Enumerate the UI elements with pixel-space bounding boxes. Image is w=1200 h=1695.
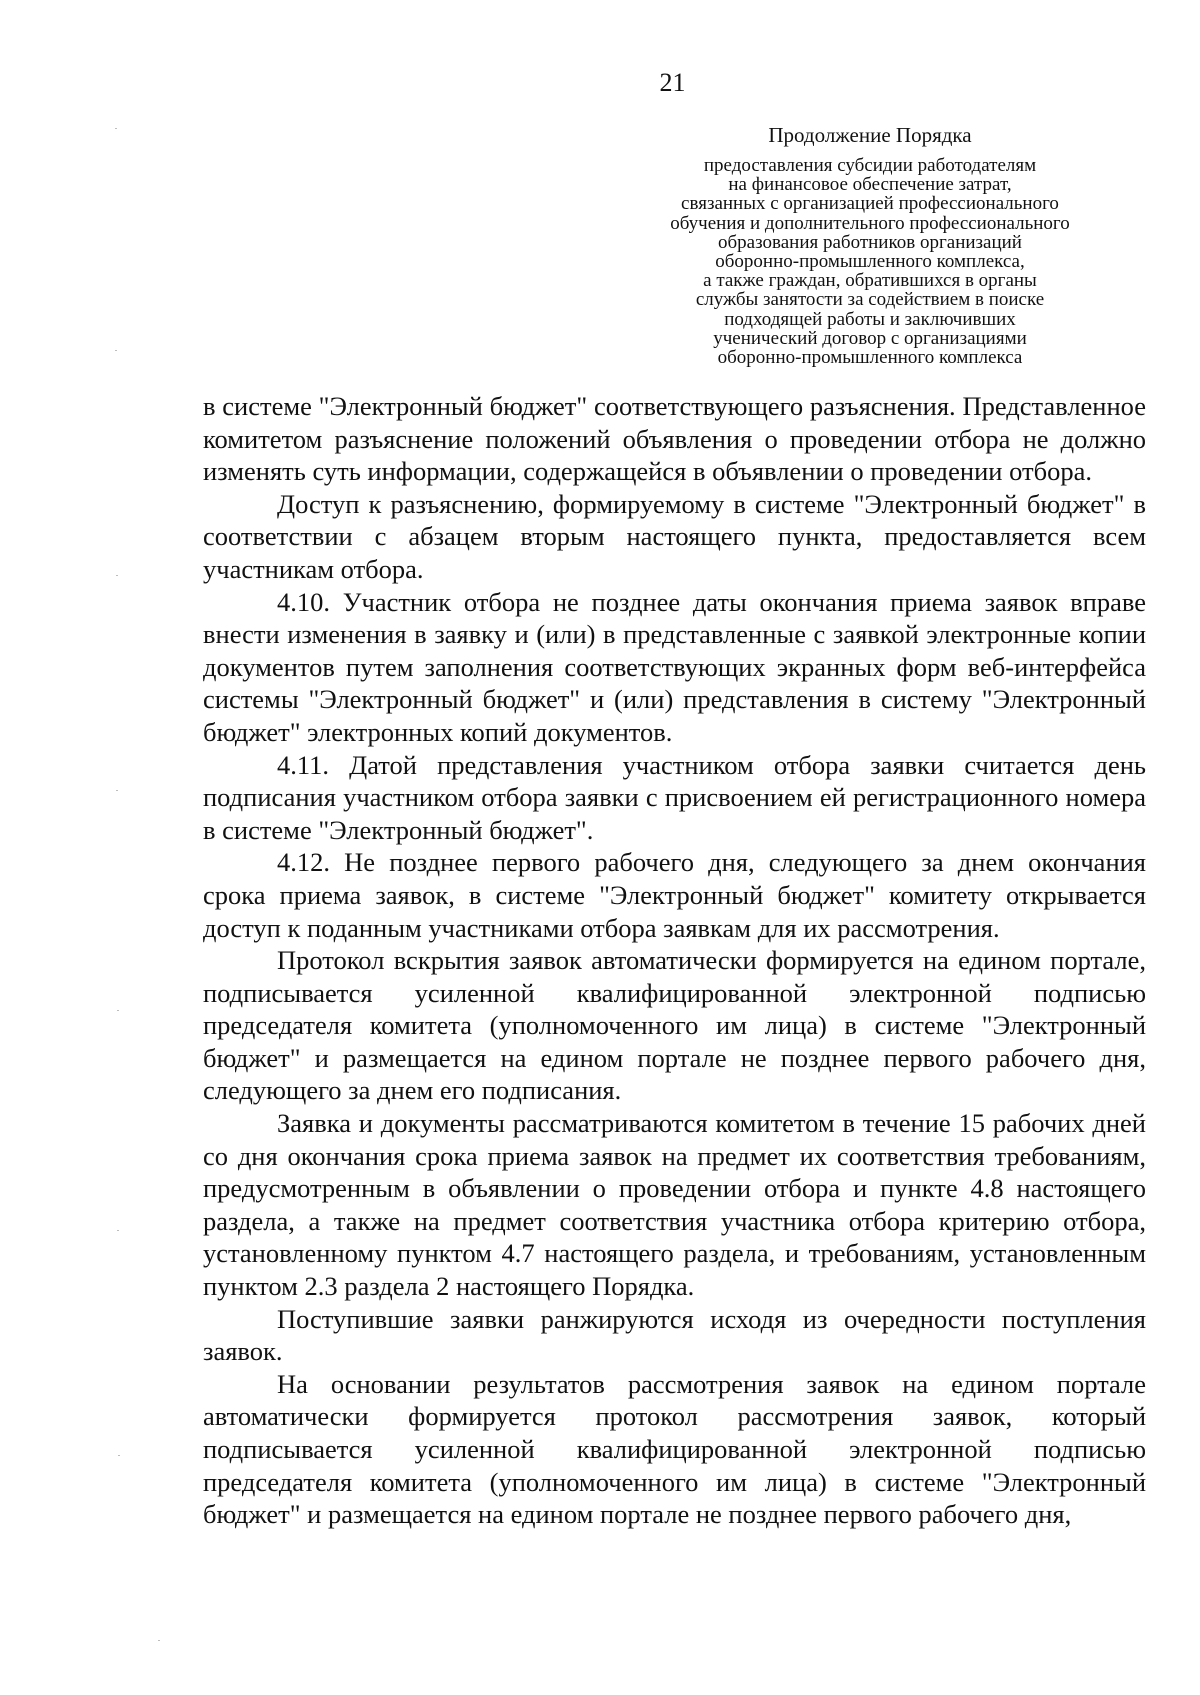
header-line: предоставления субсидии работодателям (703, 155, 1037, 176)
scan-speck (115, 350, 117, 351)
header-line: оборонно-промышленного комплекса, (715, 251, 1025, 273)
header-line: подходящей работы и заключивших (724, 308, 1016, 330)
body-paragraph: Доступ к разъяснению, формируемому в системе "Электронный бюджет" в соответствии с абзацем вторым настоящего пункта, предоставляется всем участникам отбора. (203, 488, 1146, 584)
scan-speck (158, 1640, 160, 1641)
header-line: на финансовое обеспечение затрат, (728, 174, 1012, 196)
header-line: службы занятости за содействием в поиске (695, 289, 1045, 311)
header-line: образования работников организаций (718, 231, 1022, 253)
body-paragraph: 4.10. Участник отбора не позднее даты окончания приема заявок вправе внести изменения в заявку и (или) в представленные с заявкой электронные копии документов путем заполнения соответствующих экранных форм веб-интерфейса системы "Электронный бюджет" и (или) представления в систему "Электронный бюджет" электронных копий документов. (203, 586, 1146, 747)
scan-speck (117, 1010, 119, 1011)
page-number: 21 (659, 68, 686, 97)
body-paragraph: На основании результатов рассмотрения заявок на едином портале автоматически формируется протокол рассмотрения заявок, который подписывается усиленной квалифицированной электронной подписью председателя комитета (уполномоченного им лица) в системе "Электронный бюджет" и размещается на едином портале не позднее первого рабочего дня, (203, 1368, 1146, 1530)
document-header (610, 122, 1130, 367)
scan-speck (118, 1455, 120, 1456)
body-paragraph: Протокол вскрытия заявок автоматически формируется на едином портале, подписывается усиленной квалифицированной электронной подписью председателя комитета (уполномоченного им лица) в системе "Электронный бюджет" и размещается на едином портале не позднее первого рабочего дня, следующего за днем его подписания. (203, 945, 1146, 1106)
header-line: а также граждан, обратившихся в органы (703, 270, 1037, 292)
body-paragraph: в системе "Электронный бюджет" соответствующего разъяснения. Представленное комитетом разъяснение положений объявления о проведении отбора не должно изменять суть информации, содержащейся в объявлении о проведении отбора. (203, 391, 1146, 487)
scan-speck (115, 128, 117, 129)
header-line: оборонно-промышленного комплекса (717, 347, 1023, 369)
header-line: обучения и дополнительного профессионального (670, 212, 1070, 234)
body-paragraph: 4.11. Датой представления участником отбора заявки считается день подписания участником отбора заявки с присвоением ей регистрационного номера в системе "Электронный бюджет". (203, 749, 1146, 845)
body-paragraph: Поступившие заявки ранжируются исходя из очередности поступления заявок. (203, 1303, 1146, 1367)
body-paragraph: 4.12. Не позднее первого рабочего дня, следующего за днем окончания срока приема заявок, в системе "Электронный бюджет" комитету открывается доступ к поданным участниками отбора заявкам для их рассмотрения. (203, 847, 1146, 943)
header-line: связанных с организацией профессионального (681, 193, 1059, 215)
header-title: Продолжение Порядка (768, 123, 972, 147)
scan-speck (116, 575, 118, 576)
document-body (203, 390, 1146, 1531)
header-line: ученический договор с организациями (713, 327, 1027, 349)
scan-speck (117, 1230, 119, 1231)
scan-speck (116, 790, 118, 791)
body-paragraph: Заявка и документы рассматриваются комитетом в течение 15 рабочих дней со дня окончания срока приема заявок на предмет их соответствия требованиям, предусмотренным в объявлении о проведении отбора и пункте 4.8 настоящего раздела, а также на предмет соответствия участника отбора критерию отбора, установленному пунктом 4.7 настоящего раздела, и требованиям, установленным пунктом 2.3 раздела 2 настоящего Порядка. (203, 1108, 1146, 1302)
